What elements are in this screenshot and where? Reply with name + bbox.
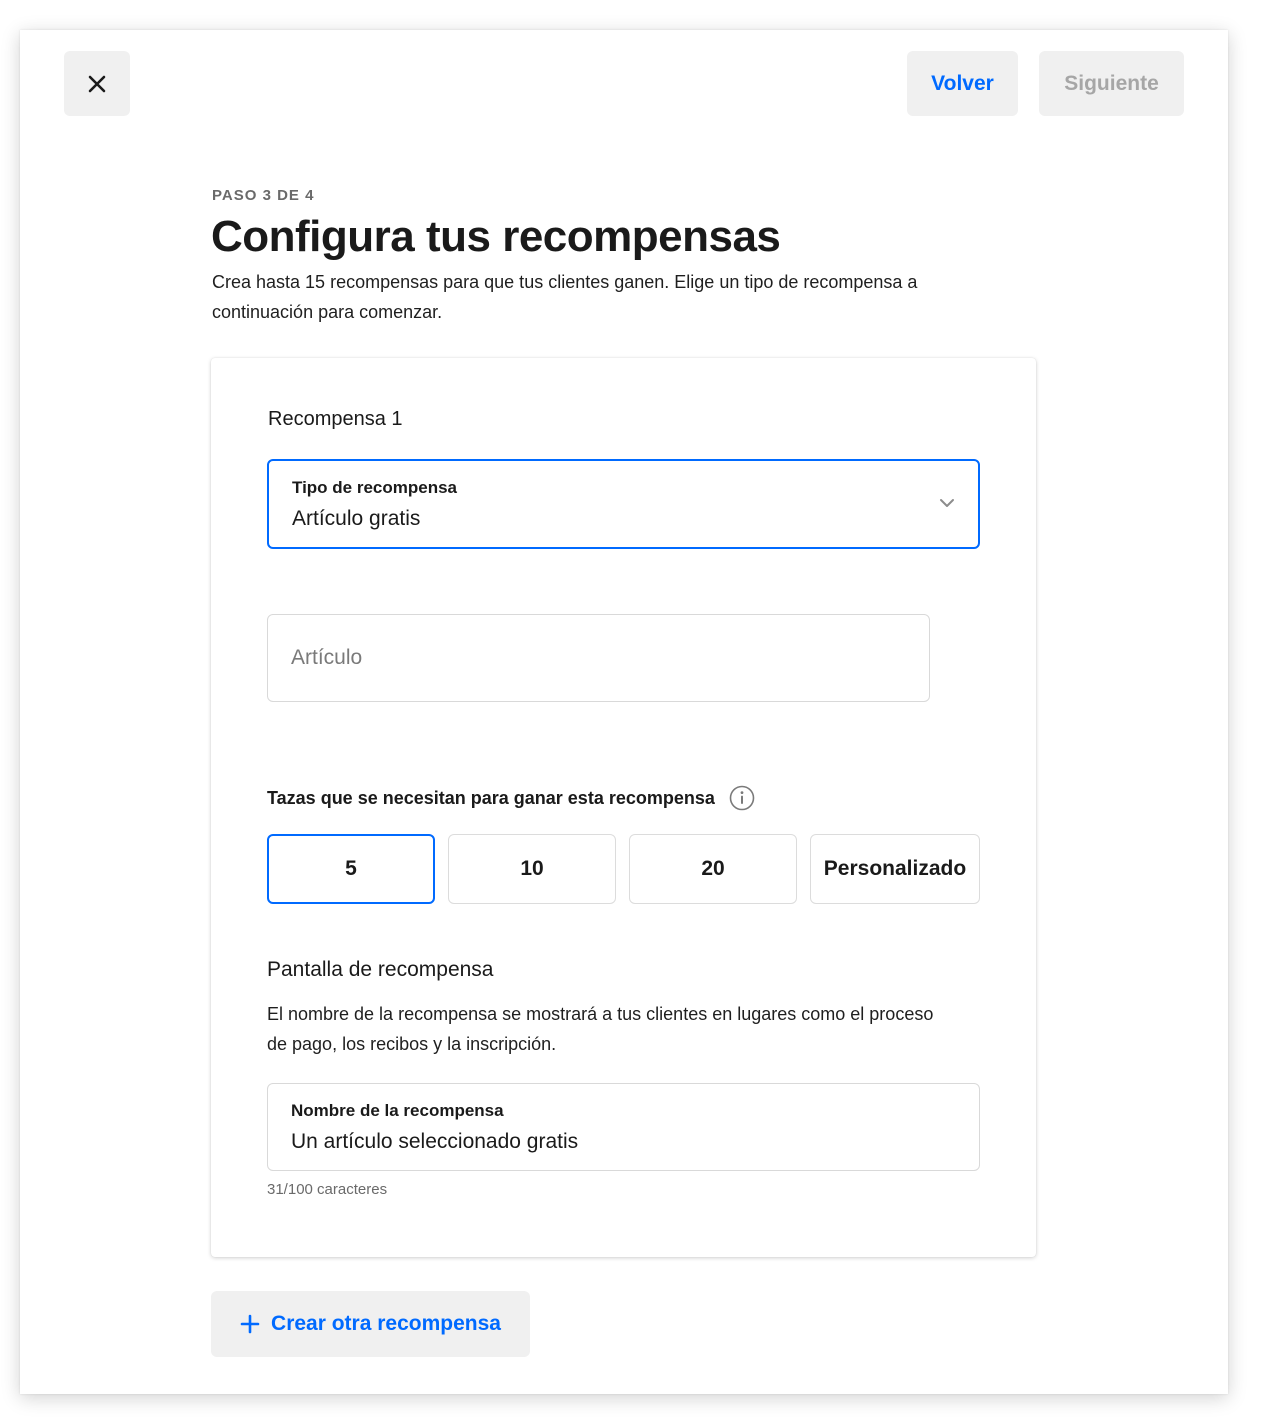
cups-option-5[interactable]: 5 bbox=[267, 834, 435, 904]
create-another-reward-label: Crear otra recompensa bbox=[271, 1312, 501, 1335]
cups-option-20[interactable]: 20 bbox=[629, 834, 797, 904]
cups-required-label bbox=[267, 785, 755, 811]
item-input-placeholder: Artículo bbox=[291, 646, 363, 669]
back-button[interactable]: Volver bbox=[907, 51, 1018, 116]
character-counter: 31/100 caracteres bbox=[267, 1181, 388, 1198]
next-button[interactable]: Siguiente bbox=[1039, 51, 1184, 116]
create-another-reward-button[interactable] bbox=[211, 1291, 530, 1357]
item-input[interactable] bbox=[267, 614, 930, 702]
plus-icon bbox=[240, 1314, 260, 1334]
reward-type-value: Artículo gratis bbox=[292, 507, 421, 530]
cups-option-10[interactable]: 10 bbox=[448, 834, 616, 904]
chevron-down-icon bbox=[938, 494, 956, 512]
reward-type-label: Tipo de recompensa bbox=[292, 478, 458, 497]
page-title: Configura tus recompensas bbox=[211, 212, 781, 261]
cups-option-custom[interactable]: Personalizado bbox=[810, 834, 980, 904]
cups-required-text: Tazas que se necesitan para ganar esta recompensa bbox=[267, 787, 715, 808]
reward-display-title: Pantalla de recompensa bbox=[267, 958, 494, 981]
reward-display-description: El nombre de la recompensa se mostrará a tus clientes en lugares como el proceso de pago, los recibos y la inscripción. bbox=[267, 1004, 934, 1054]
close-icon bbox=[87, 74, 107, 94]
reward-name-value: Un artículo seleccionado gratis bbox=[291, 1130, 579, 1153]
reward-title: Recompensa 1 bbox=[268, 408, 403, 430]
page-subtitle: Crea hasta 15 recompensas para que tus clientes ganen. Elige un tipo de recompensa a continuación para comenzar. bbox=[212, 272, 918, 322]
reward-name-input[interactable] bbox=[267, 1083, 980, 1171]
step-indicator: PASO 3 DE 4 bbox=[212, 187, 315, 204]
info-icon[interactable] bbox=[729, 785, 755, 811]
modal-window bbox=[20, 30, 1228, 1394]
reward-name-label: Nombre de la recompensa bbox=[291, 1101, 504, 1120]
close-button[interactable] bbox=[64, 51, 130, 116]
reward-type-select[interactable] bbox=[267, 459, 980, 549]
reward-card bbox=[211, 358, 1036, 1257]
